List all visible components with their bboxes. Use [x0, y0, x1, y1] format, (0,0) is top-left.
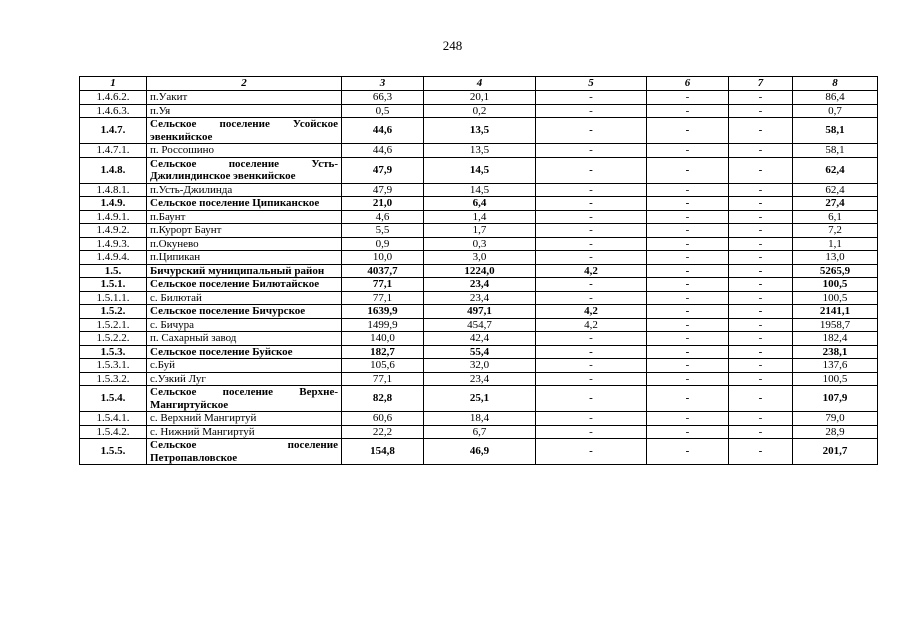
col-3-value: 1639,9	[342, 305, 424, 319]
col-3-value: 105,6	[342, 359, 424, 373]
table-row	[80, 359, 878, 373]
col-5-value: -	[536, 118, 647, 144]
col-3-value: 5,5	[342, 224, 424, 238]
col-3-value: 1499,9	[342, 318, 424, 332]
col-3-value: 47,9	[342, 157, 424, 183]
col-8-total: 100,5	[793, 278, 878, 292]
col-6-value: -	[647, 439, 729, 465]
table-row-subtotal	[80, 264, 878, 278]
col-5-value: -	[536, 197, 647, 211]
col-6-value: -	[647, 251, 729, 265]
col-5-value: -	[536, 386, 647, 412]
col-8-total: 182,4	[793, 332, 878, 346]
row-code: 1.5.	[80, 264, 147, 278]
col-8-total: 13,0	[793, 251, 878, 265]
row-code: 1.4.7.1.	[80, 144, 147, 158]
table-row	[80, 251, 878, 265]
row-code: 1.4.9.2.	[80, 224, 147, 238]
col-6-value: -	[647, 278, 729, 292]
col-5-value: -	[536, 183, 647, 197]
col-6-value: -	[647, 224, 729, 238]
row-name: п.Уакит	[147, 91, 342, 105]
col-6-value: -	[647, 291, 729, 305]
col-4-value: 18,4	[424, 412, 536, 426]
table-row	[80, 332, 878, 346]
col-3-value: 182,7	[342, 345, 424, 359]
col-3-value: 44,6	[342, 144, 424, 158]
col-5-value: -	[536, 425, 647, 439]
col-8-total: 62,4	[793, 183, 878, 197]
col-7-value: -	[729, 359, 793, 373]
col-4-value: 1224,0	[424, 264, 536, 278]
col-6-value: -	[647, 210, 729, 224]
row-code: 1.4.6.3.	[80, 104, 147, 118]
col-7-value: -	[729, 237, 793, 251]
table-row	[80, 183, 878, 197]
col-6-value: -	[647, 359, 729, 373]
row-code: 1.5.4.1.	[80, 412, 147, 426]
table-row-subtotal	[80, 278, 878, 292]
col-8-total: 107,9	[793, 386, 878, 412]
col-7-value: -	[729, 251, 793, 265]
col-5-value: -	[536, 372, 647, 386]
col-7-value: -	[729, 210, 793, 224]
data-table	[79, 76, 878, 465]
row-code: 1.5.3.1.	[80, 359, 147, 373]
row-name: Сельское поселение Билютайское	[147, 278, 342, 292]
col-7-value: -	[729, 91, 793, 105]
col-4-value: 46,9	[424, 439, 536, 465]
col-6-value: -	[647, 183, 729, 197]
table-row	[80, 144, 878, 158]
col-8-total: 58,1	[793, 118, 878, 144]
header-col-6: 6	[647, 77, 729, 91]
col-4-value: 6,4	[424, 197, 536, 211]
col-8-total: 0,7	[793, 104, 878, 118]
row-name: Сельское поселение Петропавловское	[147, 439, 342, 465]
col-7-value: -	[729, 412, 793, 426]
col-7-value: -	[729, 157, 793, 183]
row-code: 1.4.8.1.	[80, 183, 147, 197]
col-5-value: -	[536, 439, 647, 465]
table-row	[80, 224, 878, 238]
col-5-value: -	[536, 144, 647, 158]
col-6-value: -	[647, 345, 729, 359]
col-6-value: -	[647, 386, 729, 412]
col-3-value: 10,0	[342, 251, 424, 265]
col-5-value: -	[536, 210, 647, 224]
row-name: п. Сахарный завод	[147, 332, 342, 346]
col-7-value: -	[729, 104, 793, 118]
col-3-value: 47,9	[342, 183, 424, 197]
table-row	[80, 372, 878, 386]
col-4-value: 454,7	[424, 318, 536, 332]
col-7-value: -	[729, 332, 793, 346]
col-6-value: -	[647, 91, 729, 105]
col-7-value: -	[729, 278, 793, 292]
row-name: п.Окунево	[147, 237, 342, 251]
row-name: п. Россошино	[147, 144, 342, 158]
col-4-value: 42,4	[424, 332, 536, 346]
col-6-value: -	[647, 118, 729, 144]
header-col-3: 3	[342, 77, 424, 91]
col-3-value: 4,6	[342, 210, 424, 224]
row-code: 1.5.1.	[80, 278, 147, 292]
col-4-value: 13,5	[424, 144, 536, 158]
col-4-value: 0,3	[424, 237, 536, 251]
col-3-value: 77,1	[342, 291, 424, 305]
col-5-value: -	[536, 278, 647, 292]
col-4-value: 13,5	[424, 118, 536, 144]
col-8-total: 62,4	[793, 157, 878, 183]
col-4-value: 3,0	[424, 251, 536, 265]
col-7-value: -	[729, 318, 793, 332]
row-code: 1.4.9.	[80, 197, 147, 211]
row-name: Сельское поселение Бичурское	[147, 305, 342, 319]
row-name: п.Курорт Баунт	[147, 224, 342, 238]
col-3-value: 82,8	[342, 386, 424, 412]
col-3-value: 140,0	[342, 332, 424, 346]
col-8-total: 1,1	[793, 237, 878, 251]
col-5-value: 4,2	[536, 318, 647, 332]
col-7-value: -	[729, 118, 793, 144]
col-7-value: -	[729, 305, 793, 319]
col-6-value: -	[647, 318, 729, 332]
col-6-value: -	[647, 157, 729, 183]
col-3-value: 4037,7	[342, 264, 424, 278]
row-code: 1.4.8.	[80, 157, 147, 183]
row-code: 1.5.3.2.	[80, 372, 147, 386]
col-4-value: 1,4	[424, 210, 536, 224]
col-5-value: -	[536, 359, 647, 373]
table-row	[80, 91, 878, 105]
row-name: Сельское поселение Усть-Джилиндинское эвенкийское	[147, 157, 342, 183]
col-6-value: -	[647, 197, 729, 211]
col-7-value: -	[729, 144, 793, 158]
table-row-subtotal	[80, 345, 878, 359]
row-code: 1.5.2.1.	[80, 318, 147, 332]
col-8-total: 58,1	[793, 144, 878, 158]
col-5-value: 4,2	[536, 305, 647, 319]
col-6-value: -	[647, 104, 729, 118]
col-3-value: 66,3	[342, 91, 424, 105]
table-row-subtotal	[80, 197, 878, 211]
row-name: Сельское поселение Ципиканское	[147, 197, 342, 211]
row-code: 1.4.9.4.	[80, 251, 147, 265]
table-row	[80, 104, 878, 118]
row-name: с. Бичура	[147, 318, 342, 332]
header-col-1: 1	[80, 77, 147, 91]
col-4-value: 20,1	[424, 91, 536, 105]
col-5-value: -	[536, 345, 647, 359]
col-7-value: -	[729, 197, 793, 211]
row-code: 1.5.3.	[80, 345, 147, 359]
table-row-subtotal	[80, 386, 878, 412]
row-name: п.Ципикан	[147, 251, 342, 265]
table-row	[80, 412, 878, 426]
row-code: 1.5.4.	[80, 386, 147, 412]
col-3-value: 22,2	[342, 425, 424, 439]
col-5-value: -	[536, 224, 647, 238]
col-3-value: 0,5	[342, 104, 424, 118]
col-5-value: -	[536, 237, 647, 251]
col-5-value: -	[536, 91, 647, 105]
col-3-value: 77,1	[342, 278, 424, 292]
row-code: 1.5.1.1.	[80, 291, 147, 305]
row-code: 1.4.9.1.	[80, 210, 147, 224]
col-8-total: 86,4	[793, 91, 878, 105]
col-6-value: -	[647, 412, 729, 426]
row-name: Сельское поселение Верхне-Мангиртуйское	[147, 386, 342, 412]
col-8-total: 100,5	[793, 291, 878, 305]
col-3-value: 154,8	[342, 439, 424, 465]
col-8-total: 28,9	[793, 425, 878, 439]
row-code: 1.5.5.	[80, 439, 147, 465]
col-7-value: -	[729, 264, 793, 278]
table-header-row	[80, 77, 878, 91]
col-4-value: 55,4	[424, 345, 536, 359]
col-3-value: 21,0	[342, 197, 424, 211]
col-6-value: -	[647, 237, 729, 251]
col-8-total: 79,0	[793, 412, 878, 426]
col-8-total: 238,1	[793, 345, 878, 359]
col-4-value: 14,5	[424, 183, 536, 197]
row-name: с. Верхний Мангиртуй	[147, 412, 342, 426]
col-8-total: 27,4	[793, 197, 878, 211]
table-body	[80, 91, 878, 465]
col-5-value: -	[536, 104, 647, 118]
row-name: п.Уя	[147, 104, 342, 118]
table-row-subtotal	[80, 305, 878, 319]
col-8-total: 1958,7	[793, 318, 878, 332]
header-col-2: 2	[147, 77, 342, 91]
col-8-total: 6,1	[793, 210, 878, 224]
row-code: 1.4.6.2.	[80, 91, 147, 105]
col-5-value: -	[536, 291, 647, 305]
col-4-value: 32,0	[424, 359, 536, 373]
col-7-value: -	[729, 439, 793, 465]
col-7-value: -	[729, 345, 793, 359]
col-3-value: 60,6	[342, 412, 424, 426]
row-name: с. Нижний Мангиртуй	[147, 425, 342, 439]
col-3-value: 44,6	[342, 118, 424, 144]
row-name: с. Билютай	[147, 291, 342, 305]
table-row	[80, 318, 878, 332]
table-row	[80, 425, 878, 439]
col-8-total: 137,6	[793, 359, 878, 373]
col-7-value: -	[729, 224, 793, 238]
col-3-value: 77,1	[342, 372, 424, 386]
row-name: Сельское поселение Усойское эвенкийское	[147, 118, 342, 144]
col-4-value: 23,4	[424, 278, 536, 292]
col-8-total: 201,7	[793, 439, 878, 465]
row-name: п.Баунт	[147, 210, 342, 224]
col-8-total: 100,5	[793, 372, 878, 386]
row-name: с.Узкий Луг	[147, 372, 342, 386]
col-8-total: 2141,1	[793, 305, 878, 319]
col-7-value: -	[729, 386, 793, 412]
table-row-subtotal	[80, 439, 878, 465]
row-code: 1.4.9.3.	[80, 237, 147, 251]
row-name: п.Усть-Джилинда	[147, 183, 342, 197]
col-5-value: -	[536, 412, 647, 426]
col-5-value: -	[536, 332, 647, 346]
header-col-7: 7	[729, 77, 793, 91]
col-3-value: 0,9	[342, 237, 424, 251]
table-row-subtotal	[80, 118, 878, 144]
row-name: с.Буй	[147, 359, 342, 373]
col-4-value: 0,2	[424, 104, 536, 118]
row-code: 1.5.2.2.	[80, 332, 147, 346]
col-4-value: 6,7	[424, 425, 536, 439]
col-4-value: 23,4	[424, 291, 536, 305]
row-code: 1.5.4.2.	[80, 425, 147, 439]
col-6-value: -	[647, 332, 729, 346]
col-8-total: 5265,9	[793, 264, 878, 278]
col-4-value: 25,1	[424, 386, 536, 412]
col-5-value: -	[536, 251, 647, 265]
col-7-value: -	[729, 425, 793, 439]
table-row	[80, 291, 878, 305]
row-name: Сельское поселение Буйское	[147, 345, 342, 359]
col-5-value: -	[536, 157, 647, 183]
row-name: Бичурский муниципальный район	[147, 264, 342, 278]
col-4-value: 23,4	[424, 372, 536, 386]
col-4-value: 14,5	[424, 157, 536, 183]
col-8-total: 7,2	[793, 224, 878, 238]
header-col-4: 4	[424, 77, 536, 91]
col-7-value: -	[729, 372, 793, 386]
col-6-value: -	[647, 425, 729, 439]
table-row-subtotal	[80, 157, 878, 183]
col-6-value: -	[647, 264, 729, 278]
header-col-5: 5	[536, 77, 647, 91]
col-7-value: -	[729, 291, 793, 305]
col-5-value: 4,2	[536, 264, 647, 278]
row-code: 1.4.7.	[80, 118, 147, 144]
col-6-value: -	[647, 144, 729, 158]
col-4-value: 1,7	[424, 224, 536, 238]
table-row	[80, 237, 878, 251]
table-row	[80, 210, 878, 224]
col-4-value: 497,1	[424, 305, 536, 319]
col-6-value: -	[647, 305, 729, 319]
header-col-8: 8	[793, 77, 878, 91]
row-code: 1.5.2.	[80, 305, 147, 319]
col-7-value: -	[729, 183, 793, 197]
col-6-value: -	[647, 372, 729, 386]
page-number: 248	[442, 38, 463, 53]
